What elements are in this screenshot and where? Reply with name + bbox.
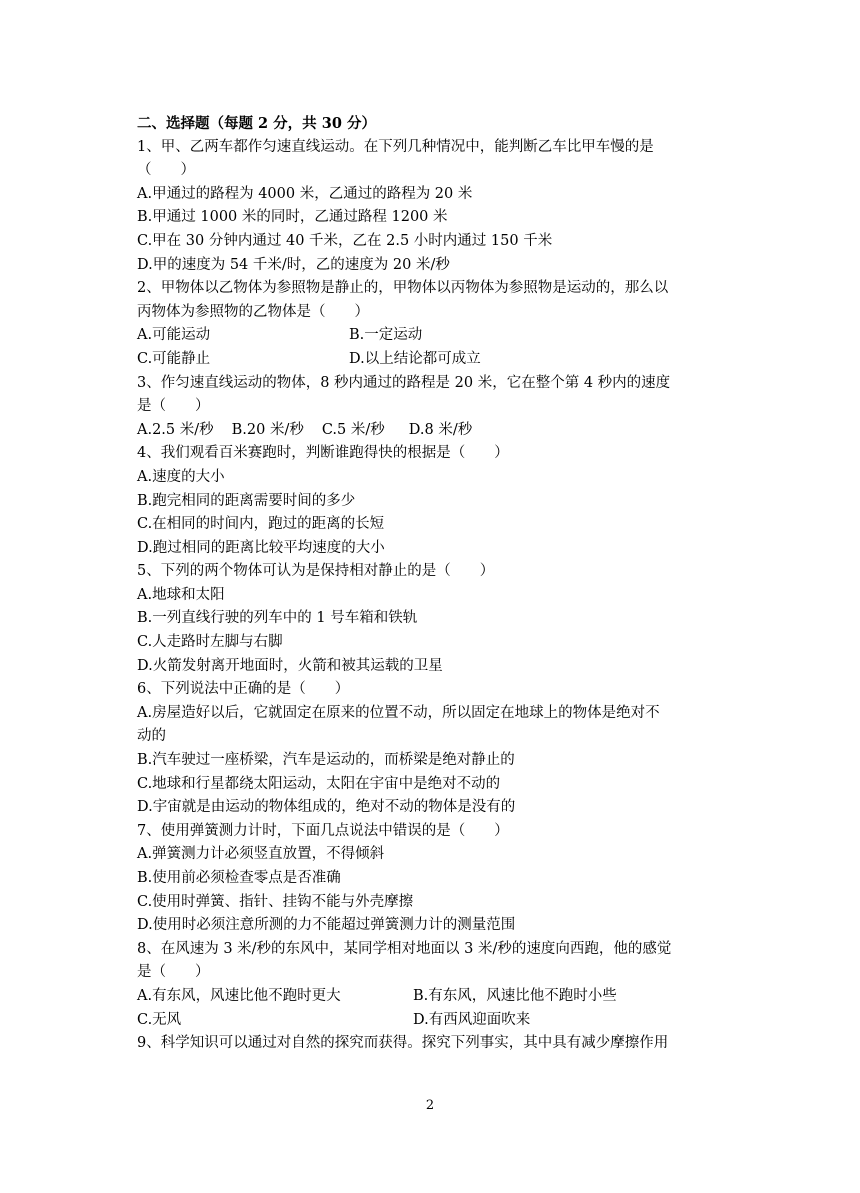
question-8 — [137, 938, 727, 1032]
option-b: B.一定运动 — [349, 327, 423, 344]
question-stem: 1、甲、乙两车都作匀速直线运动。在下列几种情况中，能判断乙车比甲车慢的是 — [137, 138, 654, 155]
option-a: A.速度的大小 — [137, 468, 225, 485]
option-d: D.甲的速度为 54 千米/时，乙的速度为 20 米/秒 — [137, 256, 450, 273]
option-d: D.有西风迎面吹来 — [413, 1011, 531, 1028]
option-b: B.甲通过 1000 米的同时，乙通过路程 1200 米 — [137, 209, 448, 226]
option-c: C.5 米/秒 — [321, 421, 385, 438]
question-stem: 2、甲物体以乙物体为参照物是静止的，甲物体以丙物体为参照物是运动的，那么以 — [137, 280, 669, 297]
option-b: B.汽车驶过一座桥梁，汽车是运动的，而桥梁是绝对静止的 — [137, 752, 515, 769]
question-1 — [137, 136, 727, 278]
question-section — [137, 112, 727, 1056]
option-c: C.甲在 30 分钟内通过 40 千米，乙在 2.5 小时内通过 150 千米 — [137, 232, 553, 249]
question-5 — [137, 560, 727, 678]
option-b: B.20 米/秒 — [231, 421, 304, 438]
option-a: A.可能运动 — [137, 327, 211, 344]
option-a: A.弹簧测力计必须竖直放置，不得倾斜 — [137, 846, 385, 863]
option-b: B.跑完相同的距离需要时间的多少 — [137, 492, 356, 509]
question-stem: 4、我们观看百米赛跑时，判断谁跑得快的根据是（ ） — [137, 445, 509, 462]
option-d: D.以上结论都可成立 — [349, 350, 481, 367]
question-stem: 丙物体为参照物的乙物体是（ ） — [137, 303, 369, 320]
question-stem: 8、在风速为 3 米/秒的东风中，某同学相对地面以 3 米/秒的速度向西跑，他的感觉 — [137, 940, 672, 957]
option-c: C.可能静止 — [137, 350, 211, 367]
option-b: B.使用前必须检查零点是否准确 — [137, 870, 341, 886]
question-stem: 7、使用弹簧测力计时，下面几点说法中错误的是（ ） — [137, 822, 509, 839]
question-7 — [137, 820, 727, 938]
option-row — [137, 419, 727, 443]
option-a: A.甲通过的路程为 4000 米，乙通过的路程为 20 米 — [137, 185, 473, 202]
option-c: C.人走路时左脚与右脚 — [137, 634, 283, 651]
option-a: A.有东风，风速比他不跑时更大 — [137, 987, 341, 1004]
option-row — [137, 348, 727, 372]
question-stem: 是（ ） — [137, 398, 210, 415]
question-stem: 3、作匀速直线运动的物体，8 秒内通过的路程是 20 米，它在整个第 4 秒内的速度 — [137, 374, 671, 391]
option-d: D.8 米/秒 — [408, 421, 473, 438]
question-stem: 9、科学知识可以通过对自然的探究而获得。探究下列事实，其中具有减少摩擦作用 — [137, 1035, 669, 1052]
option-c: C.在相同的时间内，跑过的距离的长短 — [137, 516, 385, 533]
section-title: 二、选择题（每题 2 分，共 30 分） — [137, 115, 376, 132]
question-9 — [137, 1032, 727, 1056]
option-b: B.有东风，风速比他不跑时小些 — [413, 987, 617, 1004]
option-row — [137, 324, 727, 348]
option-a-continued: 动的 — [137, 728, 166, 745]
option-row — [137, 985, 727, 1009]
question-2 — [137, 277, 727, 371]
option-b: B.一列直线行驶的列车中的 1 号车箱和铁轨 — [137, 610, 418, 627]
option-d: D.使用时必须注意所测的力不能超过弹簧测力计的测量范围 — [137, 917, 516, 934]
option-c: C.使用时弹簧、指针、挂钩不能与外壳摩擦 — [137, 893, 414, 910]
page-number: 2 — [425, 1098, 435, 1113]
option-a: A.房屋造好以后，它就固定在原来的位置不动，所以固定在地球上的物体是绝对不 — [137, 704, 660, 721]
question-3 — [137, 372, 727, 443]
option-c: C.无风 — [137, 1011, 182, 1028]
option-d: D.火箭发射离开地面时，火箭和被其运载的卫星 — [137, 657, 443, 674]
option-d: D.宇宙就是由运动的物体组成的，绝对不动的物体是没有的 — [137, 799, 516, 816]
option-d: D.跑过相同的距离比较平均速度的大小 — [137, 539, 385, 556]
option-c: C.地球和行星都绕太阳运动，太阳在宇宙中是绝对不动的 — [137, 775, 501, 792]
option-a: A.2.5 米/秒 — [137, 421, 214, 438]
option-a: A.地球和太阳 — [137, 586, 225, 603]
question-stem: 是（ ） — [137, 964, 210, 981]
option-row — [137, 1009, 727, 1033]
question-stem: 6、下列说法中正确的是（ ） — [137, 681, 350, 698]
question-stem: （ ） — [137, 162, 195, 179]
question-stem: 5、下列的两个物体可认为是保持相对静止的是（ ） — [137, 563, 495, 580]
question-6 — [137, 678, 727, 820]
question-4 — [137, 442, 727, 560]
